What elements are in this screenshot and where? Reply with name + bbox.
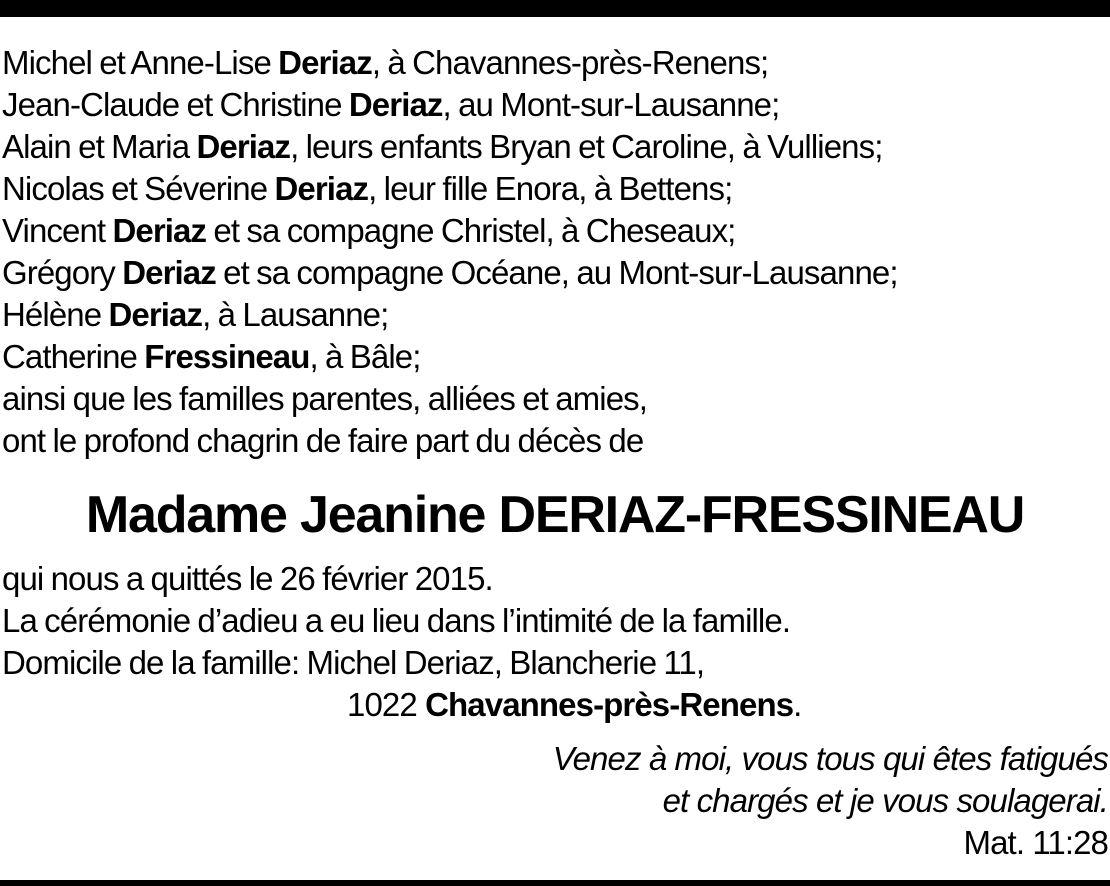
deceased-name: Madame Jeanine DERIAZ-FRESSINEAU: [85, 486, 1025, 544]
intro-line: ainsi que les familles parentes, alliées et amies,: [2, 380, 648, 417]
family-line: Hélène Deriaz, à Lausanne;: [2, 296, 389, 333]
family-line: Jean-Claude et Christine Deriaz, au Mont-sur-Lausanne;: [2, 86, 780, 123]
top-rule: [0, 0, 1110, 17]
family-line: Alain et Maria Deriaz, leurs enfants Bryan et Caroline, à Vulliens;: [2, 128, 883, 165]
family-line: Catherine Fressineau, à Bâle;: [2, 338, 421, 375]
bottom-rule: [0, 880, 1110, 886]
family-line: Vincent Deriaz et sa compagne Christel, à Cheseaux;: [2, 212, 736, 249]
family-line: Michel et Anne-Lise Deriaz, à Chavannes-près-Renens;: [2, 44, 769, 81]
address-line: 1022 Chavannes-près-Renens.: [347, 686, 802, 723]
intro-line: ont le profond chagrin de faire part du décès de: [2, 422, 644, 459]
verse-line: et chargés et je vous soulagerai.: [662, 782, 1108, 819]
details-line: La cérémonie d’adieu a eu lieu dans l’intimité de la famille.: [2, 602, 791, 639]
details-line: Domicile de la famille: Michel Deriaz, Blancherie 11,: [2, 644, 705, 681]
verse-line: Venez à moi, vous tous qui êtes fatigués: [552, 740, 1108, 777]
family-line: Grégory Deriaz et sa compagne Océane, au Mont-sur-Lausanne;: [2, 254, 898, 291]
details-line: qui nous a quittés le 26 février 2015.: [2, 560, 493, 597]
family-line: Nicolas et Séverine Deriaz, leur fille Enora, à Bettens;: [2, 170, 733, 207]
verse-reference: Mat. 11:28: [963, 824, 1108, 861]
